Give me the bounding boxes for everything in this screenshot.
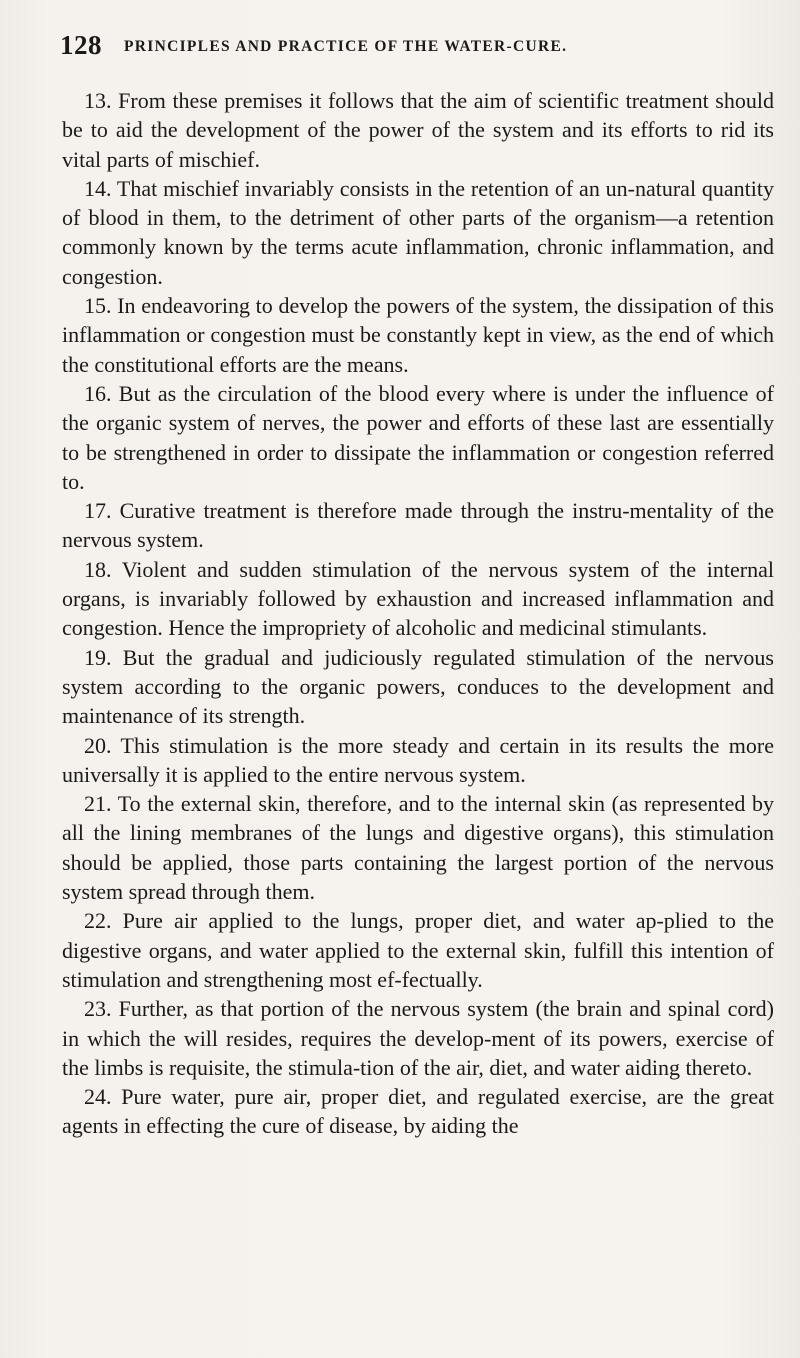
paragraph-19: 19. But the gradual and judiciously regulated stimulation of the nervous system according to the organic powers, conduces to the development and maintenance of its strength. <box>62 644 774 729</box>
paragraph-17: 17. Curative treatment is therefore made through the instru-mentality of the nervous system. <box>62 498 774 553</box>
paragraph-24: 24. Pure water, pure air, proper diet, and regulated exercise, are the great agents in effecting the cure of disease, by aiding the <box>62 1084 774 1139</box>
paragraph-23: 23. Further, as that portion of the nervous system (the brain and spinal cord) in which the will resides, requires the develop-ment of its powers, exercise of the limbs is requisite, the stimula-tion of the air, diet, and water aiding thereto. <box>62 996 774 1080</box>
paragraph-18: 18. Violent and sudden stimulation of the nervous system of the internal organs, is invariably followed by exhaustion and increased inflammation and congestion. Hence the impropriety of alcoholic and medicinal stimulants. <box>62 556 774 641</box>
paragraph-15: 15. In endeavoring to develop the powers of the system, the dissipation of this inflammation or congestion must be constantly kept in view, as the end of which the constitutional efforts are the means. <box>62 293 774 377</box>
paragraph-14: 14. That mischief invariably consists in the retention of an un-natural quantity of blood in them, to the detriment of other parts of the organism—a retention commonly known by the terms acute inflammation, chronic inflammation, and congestion. <box>62 175 774 289</box>
paragraph-16: 16. But as the circulation of the blood every where is under the influence of the organic system of nerves, the power and efforts of these last are essentially to be strengthened in order to dissipate the inflammation or congestion referred to. <box>62 380 774 494</box>
paragraph-21: 21. To the external skin, therefore, and to the internal skin (as represented by all the lining membranes of the lungs and digestive organs), this stimulation should be applied, those parts containing the largest portion of the nervous system spread through them. <box>62 791 774 905</box>
running-head <box>60 30 780 60</box>
page-number: 128 <box>60 30 102 60</box>
body-text <box>62 86 774 1141</box>
running-title: PRINCIPLES AND PRACTICE OF THE WATER-CURE. <box>124 38 568 55</box>
paragraph-22: 22. Pure air applied to the lungs, proper diet, and water ap-plied to the digestive organs, and water applied to the external skin, fulfill this intention of stimulation and strengthening most ef-fectually. <box>62 908 774 992</box>
paragraph-13: 13. From these premises it follows that the aim of scientific treatment should be to aid the development of the power of the system and its efforts to rid its vital parts of mischief. <box>62 88 774 172</box>
paragraph-20: 20. This stimulation is the more steady and certain in its results the more universally it is applied to the entire nervous system. <box>62 732 774 787</box>
